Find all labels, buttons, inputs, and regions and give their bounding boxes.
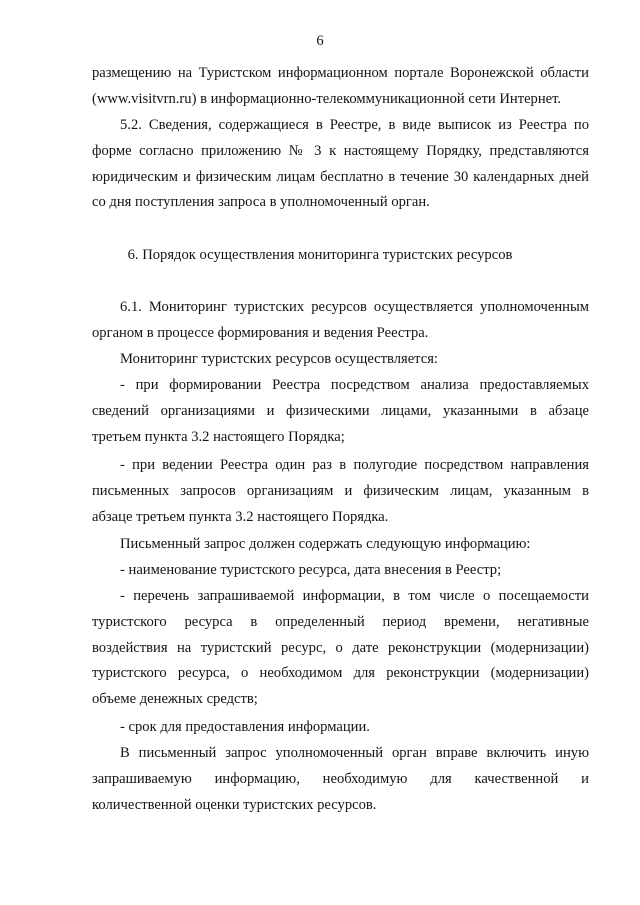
text-line: - при ведении Реестра один раз в полугодие посредством направления	[120, 457, 589, 473]
text-line: В письменный запрос уполномоченный орган вправе включить иную	[120, 745, 589, 761]
text-line: форме согласно приложению № 3 к настоящему Порядку, представляются	[92, 142, 589, 159]
text-line: абзаце третьем пункта 3.2 настоящего Порядка.	[92, 508, 389, 525]
paragraph-additional-info	[92, 741, 589, 818]
section-heading: 6. Порядок осуществления мониторинга туристских ресурсов	[127, 247, 513, 263]
text-line: размещению на Туристском информационном портале Воронежской области	[92, 65, 589, 81]
paragraph-continuation	[92, 61, 589, 113]
list-item-maintenance	[92, 453, 589, 530]
paragraph-5-2	[92, 113, 589, 216]
paragraph-monitoring-intro	[92, 347, 589, 373]
paragraph-request-intro	[92, 532, 589, 558]
text-line: юридическим и физическим лицам бесплатно в течение 30 календарных дней	[92, 168, 589, 185]
list-item-formation	[92, 373, 589, 450]
text-line: объеме денежных средств;	[92, 691, 258, 708]
text-line: письменных запросов организациям и физическим лицам, указанным в	[92, 482, 589, 499]
text-line: - перечень запрашиваемой информации, в том числе о посещаемости	[120, 588, 589, 604]
text-line: туристского ресурса, о необходимом для реконструкции (модернизации)	[92, 665, 589, 682]
text-line: запрашиваемую информацию, необходимую для качественной и	[92, 770, 589, 787]
text-line: (www.visitvrn.ru) в информационно-телекоммуникационной сети Интернет.	[92, 90, 562, 107]
text-line: количественной оценки туристских ресурсов.	[92, 796, 377, 813]
text-line: 5.2. Сведения, содержащиеся в Реестре, в виде выписок из Реестра по	[120, 117, 589, 133]
text-line: - при формировании Реестра посредством анализа предоставляемых	[120, 377, 589, 393]
list-item-info-list	[92, 584, 589, 713]
text-line: третьем пункта 3.2 настоящего Порядка;	[92, 428, 345, 445]
text-line: со дня поступления запроса в уполномоченный орган.	[92, 194, 430, 211]
text-line: - наименование туристского ресурса, дата внесения в Реестр;	[120, 562, 502, 578]
text-line: сведений организациями и физическими лицами, указанными в абзаце	[92, 402, 589, 419]
list-item-deadline	[92, 715, 589, 741]
text-line: Письменный запрос должен содержать следующую информацию:	[120, 536, 531, 552]
text-line: органом в процессе формирования и ведения Реестра.	[92, 324, 429, 341]
paragraph-6-1	[92, 295, 589, 347]
text-line: 6.1. Мониторинг туристских ресурсов осуществляется уполномоченным	[120, 299, 589, 315]
text-line: - срок для предоставления информации.	[120, 719, 370, 735]
text-line: туристского ресурса в определенный период времени, негативные	[92, 613, 589, 630]
text-line: Мониторинг туристских ресурсов осуществляется:	[120, 351, 438, 367]
page-number: 6	[316, 33, 324, 49]
list-item-name	[92, 558, 589, 584]
text-line: воздействия на туристский ресурс, о дате реконструкции (модернизации)	[92, 639, 589, 656]
